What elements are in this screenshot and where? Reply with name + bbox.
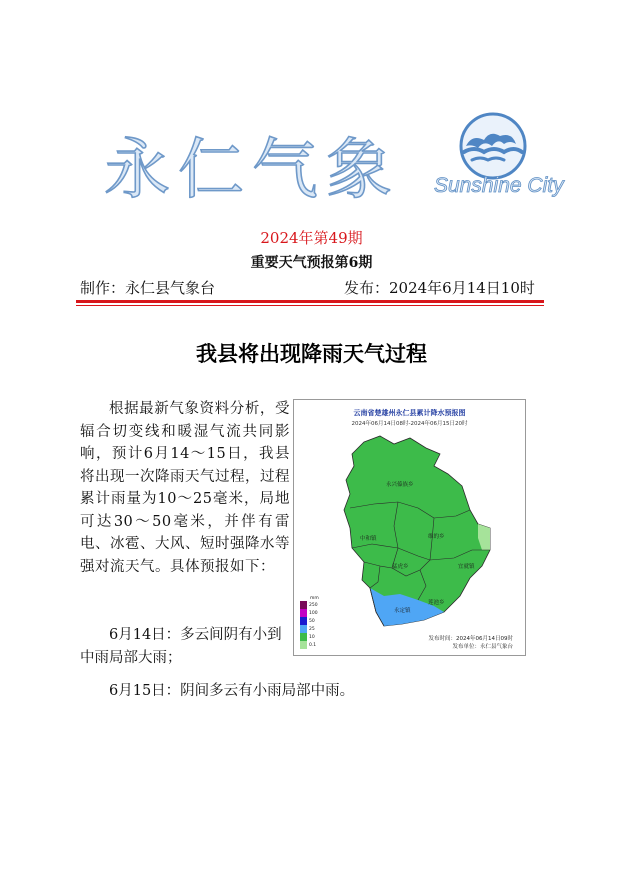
county-map bbox=[294, 400, 527, 657]
map-time-range: 2024年06月14日08时-2024年06月15日20时 bbox=[351, 421, 468, 427]
legend-label: 25 bbox=[309, 626, 315, 632]
legend-item bbox=[300, 617, 319, 625]
headline: 我县将出现降雨天气过程 bbox=[196, 341, 427, 366]
town-label: 中和镇 bbox=[360, 536, 377, 542]
map-title: 云南省楚雄州永仁县累计降水预报图 bbox=[353, 409, 466, 417]
legend-swatch bbox=[300, 641, 307, 649]
header-divider-thin bbox=[76, 305, 544, 306]
legend-label: 0.1 bbox=[309, 642, 317, 648]
producer-line: 制作：永仁县气象台 bbox=[80, 279, 216, 297]
legend-swatch bbox=[300, 601, 307, 609]
town-label: 永兴傣族乡 bbox=[386, 482, 414, 488]
legend-item bbox=[300, 625, 319, 633]
legend-item bbox=[300, 641, 319, 649]
body-paragraph: 根据最新气象资料分析，受辐合切变线和暖湿气流共同影响，预计6月14～15日，我县将出现一次降雨天气过程，过程累计雨量为10～25毫米，局地可达30～50毫米，并伴有雷电、冰雹、大风、短时强降水等强对流天气。具体预报如下： bbox=[80, 401, 290, 575]
legend-swatch bbox=[300, 609, 307, 617]
release-time: 发布：2024年6月14日10时 bbox=[344, 279, 535, 297]
legend-item bbox=[300, 609, 319, 617]
legend-swatch bbox=[300, 633, 307, 641]
legend-swatch bbox=[300, 617, 307, 625]
legend-label: 50 bbox=[309, 618, 315, 624]
legend-unit: mm bbox=[310, 596, 319, 601]
issue-number: 2024年第49期 bbox=[260, 229, 363, 247]
legend-swatch bbox=[300, 625, 307, 633]
forecast-day1: 6月14日：多云间阴有小到中雨局部大雨； bbox=[80, 627, 282, 666]
legend-label: 10 bbox=[309, 634, 315, 640]
town-label: 莲池乡 bbox=[428, 600, 445, 606]
town-label: 猛虎乡 bbox=[392, 564, 409, 570]
legend-label: 250 bbox=[309, 602, 318, 608]
map-legend bbox=[300, 598, 319, 649]
legend-item bbox=[300, 601, 319, 609]
map-issue-time: 发布时间：2024年06月14日09时 bbox=[428, 636, 513, 642]
town-label: 维的乡 bbox=[428, 534, 445, 540]
masthead-title: 永仁气象 bbox=[104, 131, 400, 208]
forecast-day2: 6月15日：阴间多云有小雨局部中雨。 bbox=[109, 683, 355, 699]
masthead bbox=[98, 112, 564, 212]
county-area bbox=[344, 436, 490, 626]
precipitation-map bbox=[293, 399, 526, 656]
header-divider bbox=[76, 300, 544, 303]
masthead-subtitle: Sunshine City bbox=[434, 174, 564, 197]
bulletin-subtitle: 重要天气预报第6期 bbox=[250, 255, 373, 271]
legend-label: 100 bbox=[309, 610, 318, 616]
town-label: 宜就镇 bbox=[458, 564, 475, 570]
town-label: 永定镇 bbox=[394, 608, 411, 614]
map-issuer: 发布单位：永仁县气象台 bbox=[452, 644, 513, 650]
legend-item bbox=[300, 633, 319, 641]
